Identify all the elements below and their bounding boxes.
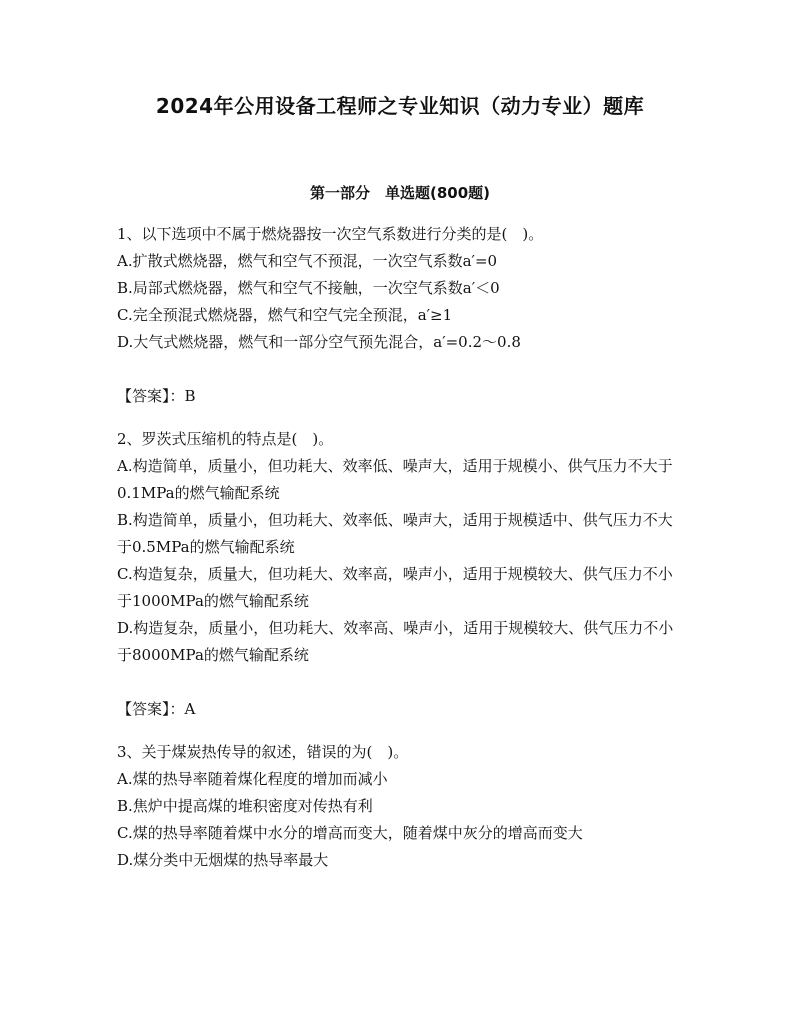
question-list <box>117 221 677 874</box>
answer-label: 【答案】：B <box>117 387 196 405</box>
option-d: D.构造复杂，质量小，但功耗大、效率高、噪声小，适用于规模较大、供气压力不小于8000MPa的燃气输配系统 <box>117 619 674 664</box>
option-c: C.构造复杂，质量大，但功耗大、效率高，噪声小，适用于规模较大、供气压力不小于1000MPa的燃气输配系统 <box>117 565 673 610</box>
question-3 <box>117 739 677 874</box>
question-stem: 3、关于煤炭热传导的叙述，错误的为( )。 <box>117 743 409 761</box>
option-a: A.构造简单，质量小，但功耗大、效率低、噪声大，适用于规模小、供气压力不大于0.1MPa的燃气输配系统 <box>117 457 673 502</box>
option-b: B.构造简单，质量小，但功耗大、效率低、噪声大，适用于规模适中、供气压力不大于0.5MPa的燃气输配系统 <box>117 511 673 556</box>
option-d: D.大气式燃烧器，燃气和一部分空气预先混合，a′=0.2～0.8 <box>117 333 521 351</box>
question-stem: 2、罗茨式压缩机的特点是( )。 <box>117 430 334 448</box>
option-d: D.煤分类中无烟煤的热导率最大 <box>117 851 329 869</box>
option-a: A.煤的热导率随着煤化程度的增加而减小 <box>117 770 388 788</box>
question-2 <box>117 426 677 739</box>
document-title: 2024年公用设备工程师之专业知识（动力专业）题库 <box>155 94 645 118</box>
question-1 <box>117 221 677 426</box>
option-c: C.煤的热导率随着煤中水分的增高而变大，随着煤中灰分的增高而变大 <box>117 824 583 842</box>
answer-label: 【答案】：A <box>117 700 196 718</box>
option-a: A.扩散式燃烧器，燃气和空气不预混，一次空气系数a′=0 <box>117 252 498 270</box>
question-stem: 1、以下选项中不属于燃烧器按一次空气系数进行分类的是( )。 <box>117 225 544 243</box>
option-b: B.局部式燃烧器，燃气和空气不接触，一次空气系数a′＜0 <box>117 279 500 297</box>
option-b: B.焦炉中提高煤的堆积密度对传热有利 <box>117 797 373 815</box>
option-c: C.完全预混式燃烧器，燃气和空气完全预混，a′≥1 <box>117 306 453 324</box>
section-title: 第一部分 单选题(800题) <box>309 184 491 202</box>
